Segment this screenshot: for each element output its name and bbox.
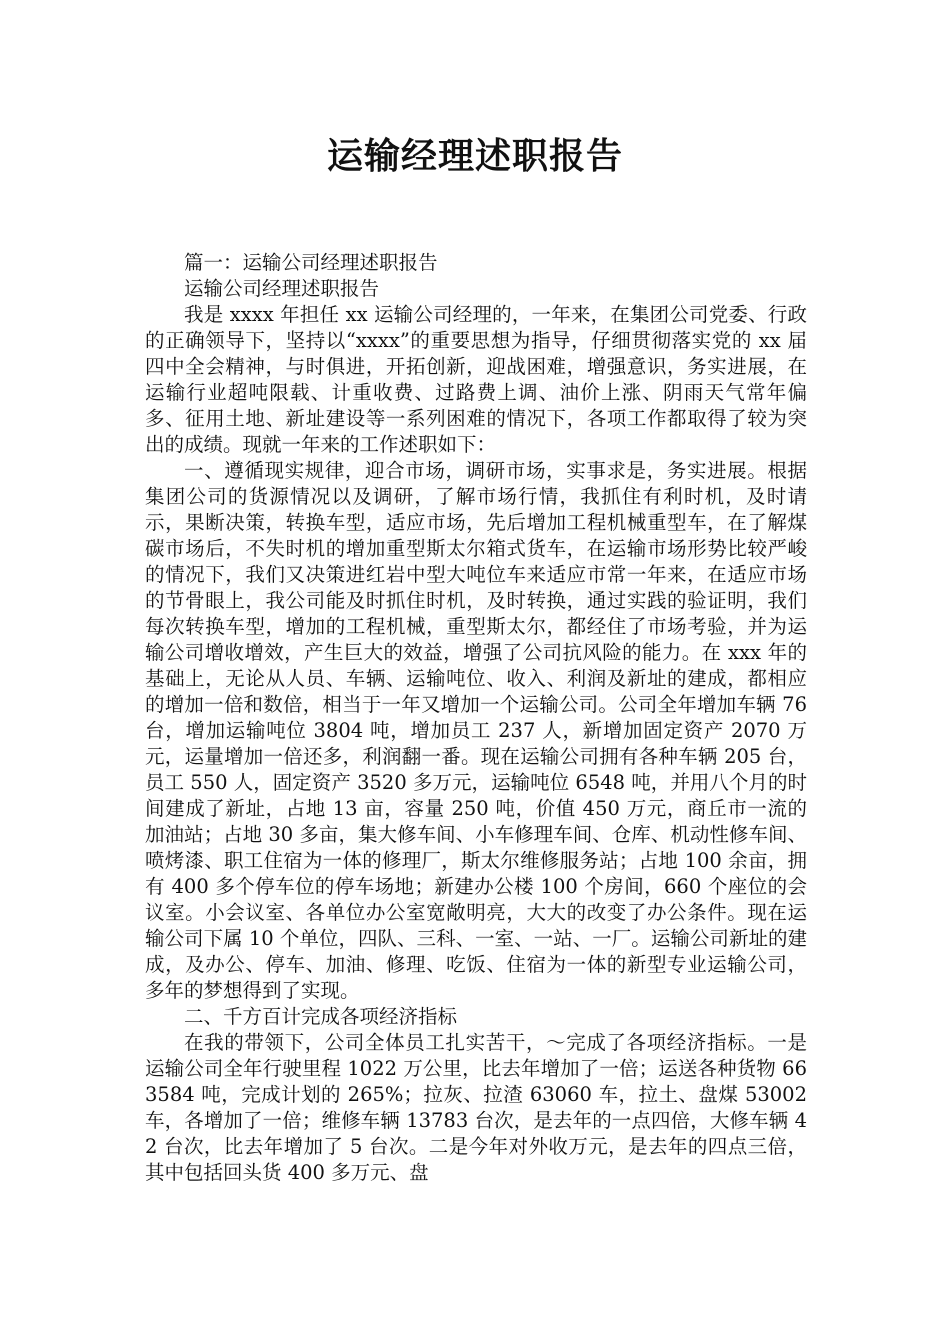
document-body [145, 250, 807, 1186]
section-two-paragraph: 在我的带领下，公司全体员工扎实苦干，～完成了各项经济指标。一是运输公司全年行驶里程 1022 万公里，比去年增加了一倍；运送各种货物 663584 吨，完成计划的 265%；拉灰、拉渣 63060 车，拉土、盘煤 53002 车，各增加了一倍；维修车辆 13783 台次，是去年的一点四倍，大修车辆 42 台次，比去年增加了 5 台次。二是今年对外收万元，是去年的四点三倍，其中包括回头货 400 多万元、盘 [145, 1031, 807, 1184]
section-two-heading: 二、千方百计完成各项经济指标 [184, 1005, 458, 1028]
section-one-paragraph: 一、遵循现实规律，迎合市场，调研市场，实事求是，务实进展。根据集团公司的货源情况以及调研，了解市场行情，我抓住有利时机，及时请示，果断决策，转换车型，适应市场，先后增加工程机械重型车，在了解煤碳市场后，不失时机的增加重型斯太尔箱式货车，在运输市场形势比较严峻的情况下，我们又决策进红岩中型大吨位车来适应市常一年来，在适应市场的节骨眼上，我公司能及时抓住时机，及时转换，通过实践的验证明，我们每次转换车型，增加的工程机械，重型斯太尔，都经住了市场考验，并为运输公司增收增效，产生巨大的效益，增强了公司抗风险的能力。在 xxx 年的基础上，无论从人员、车辆、运输吨位、收入、利润及新址的建成，都相应的增加一倍和数倍，相当于一年又增加一个运输公司。公司全年增加车辆 76 台，增加运输吨位 3804 吨，增加员工 237 人，新增加固定资产 2070 万元，运量增加一倍还多，利润翻一番。现在运输公司拥有各种车辆 205 台，员工 550 人，固定资产 3520 多万元，运输吨位 6548 吨，并用八个月的时间建成了新址，占地 13 亩，容量 250 吨，价值 450 万元，商丘市一流的加油站；占地 30 多亩，集大修车间、小车修理车间、仓库、机动性修车间、喷烤漆、职工住宿为一体的修理厂，斯太尔维修服务站；占地 100 余亩，拥有 400 多个停车位的停车场地；新建办公楼 100 个房间，660 个座位的会议室。小会议室、各单位办公室宽敞明亮，大大的改变了办公条件。现在运输公司下属 10 个单位，四队、三科、一室、一站、一厂。运输公司新址的建成，及办公、停车、加油、修理、吃饭、住宿为一体的新型专业运输公司，多年的梦想得到了实现。 [145, 459, 807, 1002]
report-subtitle: 运输公司经理述职报告 [184, 277, 380, 300]
section-heading: 篇一：运输公司经理述职报告 [184, 251, 438, 274]
document-title: 运输经理述职报告 [326, 136, 623, 177]
intro-paragraph: 我是 xxxx 年担任 xx 运输公司经理的，一年来，在集团公司党委、行政的正确领导下，坚持以“xxxx”的重要思想为指导，仔细贯彻落实党的 xx 届四中全会精神，与时俱进，开拓创新，迎战困难，增强意识，务实进展，在运输行业超吨限载、计重收费、过路费上调、油价上涨、阴雨天气常年偏多、征用土地、新址建设等一系列困难的情况下，各项工作都取得了较为突出的成绩。现就一年来的工作述职如下： [145, 303, 807, 456]
